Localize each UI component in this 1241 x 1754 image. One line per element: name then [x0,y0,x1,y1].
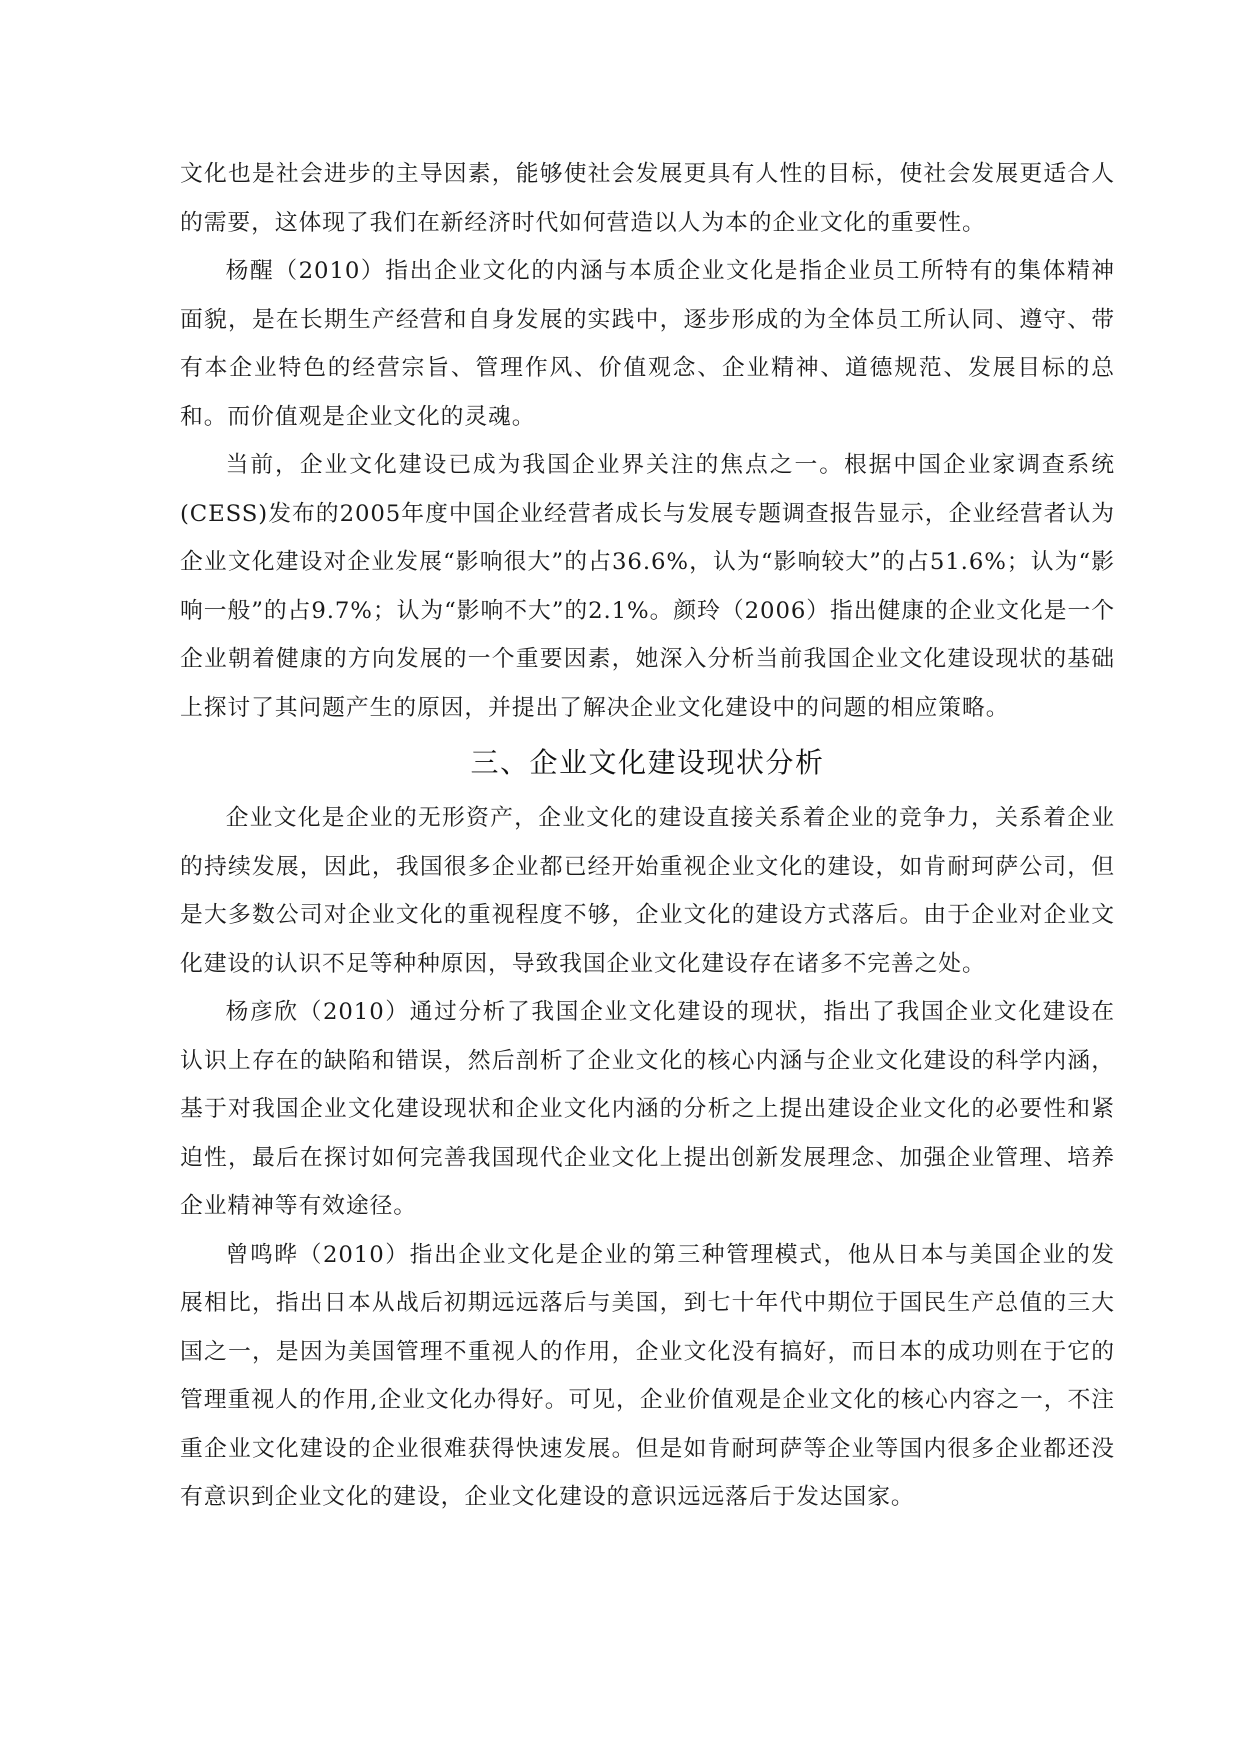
paragraph-zeng-mingye: 曾鸣晔（2010）指出企业文化是企业的第三种管理模式，他从日本与美国企业的发展相比，指出日本从战后初期远远落后与美国，到七十年代中期位于国民生产总值的三大国之一，是因为美国管理不重视人的作用，企业文化没有搞好，而日本的成功则在于它的管理重视人的作用,企业文化办得好。可见，企业价值观是企业文化的核心内容之一，不注重企业文化建设的企业很难获得快速发展。但是如肯耐珂萨等企业等国内很多企业都还没有意识到企业文化的建设，企业文化建设的意识远远落后于发达国家。 [180,1241,1115,1510]
section-heading: 三、企业文化建设现状分析 [470,746,825,779]
paragraph-yang-yanxin: 杨彦欣（2010）通过分析了我国企业文化建设的现状，指出了我国企业文化建设在认识上存在的缺陷和错误，然后剖析了企业文化的核心内涵与企业文化建设的科学内涵，基于对我国企业文化建设现状和企业文化内涵的分析之上提出建设企业文化的必要性和紧迫性，最后在探讨如何完善我国现代企业文化上提出创新发展理念、加强企业管理、培养企业精神等有效途径。 [180,999,1115,1219]
paragraph-continued: 文化也是社会进步的主导因素，能够使社会发展更具有人性的目标，使社会发展更适合人的需要，这体现了我们在新经济时代如何营造以人为本的企业文化的重要性。 [180,161,1115,236]
paragraph-culture-asset: 企业文化是企业的无形资产，企业文化的建设直接关系着企业的竞争力，关系着企业的持续发展，因此，我国很多企业都已经开始重视企业文化的建设，如肯耐珂萨公司，但是大多数公司对企业文化的重视程度不够，企业文化的建设方式落后。由于企业对企业文化建设的认识不足等种种原因，导致我国企业文化建设存在诸多不完善之处。 [180,805,1115,977]
document-body [180,150,1115,1522]
paragraph-cess-survey: 当前，企业文化建设已成为我国企业界关注的焦点之一。根据中国企业家调查系统(CESS)发布的2005年度中国企业经营者成长与发展专题调查报告显示，企业经营者认为企业文化建设对企业发展“影响很大”的占36.6%，认为“影响较大”的占51.6%；认为“影响一般”的占9.7%；认为“影响不大”的2.1%。颜玲（2006）指出健康的企业文化是一个企业朝着健康的方向发展的一个重要因素，她深入分析当前我国企业文化建设现状的基础上探讨了其问题产生的原因，并提出了解决企业文化建设中的问题的相应策略。 [180,452,1115,721]
paragraph-yang-xing: 杨醒（2010）指出企业文化的内涵与本质企业文化是指企业员工所特有的集体精神面貌，是在长期生产经营和自身发展的实践中，逐步形成的为全体员工所认同、遵守、带有本企业特色的经营宗旨、管理作风、价值观念、企业精神、道德规范、发展目标的总和。而价值观是企业文化的灵魂。 [180,258,1115,430]
